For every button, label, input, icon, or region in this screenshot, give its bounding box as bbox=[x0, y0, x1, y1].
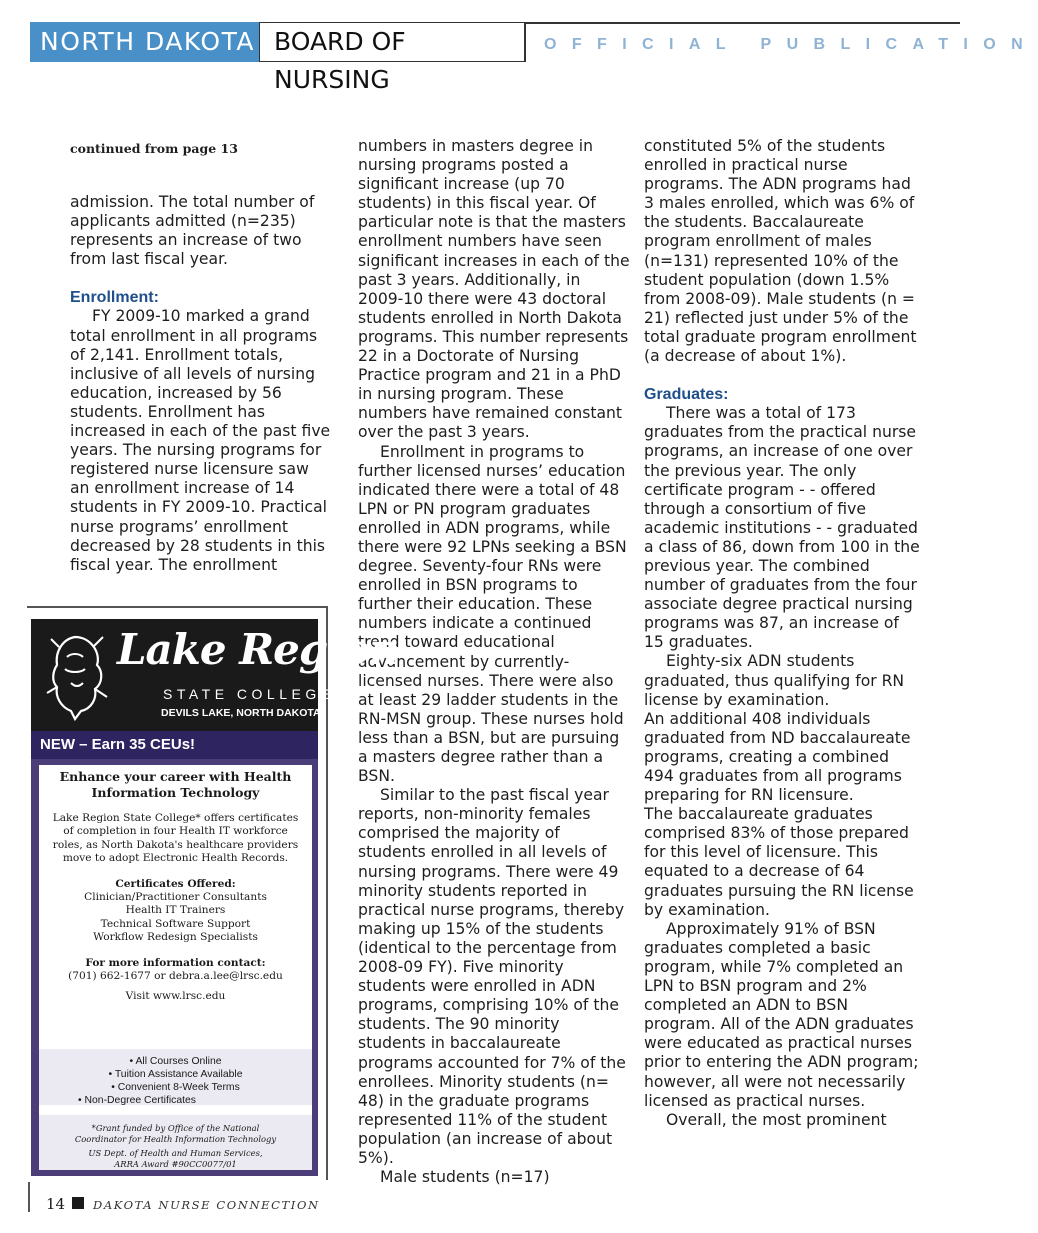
paragraph: Overall, the most prominent bbox=[666, 1110, 887, 1129]
paragraph: There was a total of 173 graduates from the practical nurse programs, an increase of one over the previous year. The only certificate program - - offered through a consortium of five academic institutions - - graduated a class of 86, down from 100 in the previous year. The combined number of graduates from the four associate degree practical nursing programs was 87, an increase of 15 graduates. bbox=[644, 404, 920, 652]
ad-website: Visit www.lrsc.edu bbox=[125, 990, 226, 1003]
ad-feature-item: • Convenient 8-Week Terms bbox=[111, 1082, 240, 1093]
ad-headline: Enhance your career with Health bbox=[59, 769, 292, 784]
paragraph: Male students (n=17) bbox=[380, 1168, 550, 1187]
article-column-1 bbox=[70, 137, 332, 575]
lake-region-ad bbox=[31, 619, 399, 1176]
lion-mascot-icon bbox=[45, 627, 115, 722]
page-number: 14 bbox=[46, 1195, 66, 1213]
graduates-heading: Graduates: bbox=[644, 386, 729, 404]
ad-features-list bbox=[39, 1049, 312, 1105]
ad-banner: NEW – Earn 35 CEUs! bbox=[31, 731, 318, 759]
ad-cert-item: Technical Software Support bbox=[100, 917, 251, 930]
paragraph: Enrollment in programs to further licensed nurses’ education indicated there were a total of 48 LPN or PN program graduates enrolled in ADN programs, while there were 92 LPNs seeking a BSN degree. Seventy-four RNs were enrolled in BSN programs to further their education. These numbers indicate a continued trend toward educational advancement by currently-licensed nurses. There were also at least 29 ladder students in the RN-MSN group. These nurses hold less than a BSN, but are pursuing a masters degree rather than a BSN. bbox=[358, 442, 627, 786]
paragraph: The baccalaureate graduates comprised 83% of those prepared for this level of licensure. This equated to a decrease of 64 graduates pursuing the RN license by examination. bbox=[644, 805, 914, 919]
paragraph: numbers in masters degree in nursing programs posted a significant increase (up 70 students) in this fiscal year. Of particular note is that the masters enrollment numbers have seen significant increases in each of the past 3 years. Additionally, in 2009-10 there were 43 doctoral students enrolled in North Dakota programs. This number represents 22 in a Doctorate of Nursing Practice program and 21 in a PhD in nursing program. These numbers have remained constant over the past 3 years. bbox=[358, 137, 630, 442]
article-column-3 bbox=[644, 137, 920, 1130]
paragraph: An additional 408 individuals graduated from ND baccalaureate programs, creating a combined 494 graduates from all programs preparing for RN licensure. bbox=[644, 709, 911, 805]
ad-college-name: Lake Region bbox=[117, 625, 399, 674]
ad-contact: (701) 662-1677 or debra.a.lee@lrsc.edu bbox=[68, 970, 283, 983]
ad-certs-heading: Certificates Offered: bbox=[115, 877, 236, 890]
ad-cert-item: Workflow Redesign Specialists bbox=[93, 931, 258, 944]
paragraph: Approximately 91% of BSN graduates completed a basic program, while 7% completed an LPN to BSN program and 2% completed an ADN to BSN program. All of the ADN graduates were educated as practical nurses prior to entering the ADN program; however, all were not necessarily licensed as practical nurses. bbox=[644, 919, 919, 1110]
ad-body bbox=[39, 765, 312, 1170]
ad-cert-item: Clinician/Practitioner Consultants bbox=[84, 891, 267, 904]
ad-location: DEVILS LAKE, NORTH DAKOTA bbox=[161, 707, 321, 719]
ad-feature-item: • Non-Degree Certificates bbox=[78, 1095, 196, 1106]
board-title: BOARD OF NURSING bbox=[259, 22, 525, 62]
enrollment-heading: Enrollment: bbox=[70, 289, 159, 307]
ad-award-note: US Dept. of Health and Human Services, ARRA Award #90CC0077/01 bbox=[88, 1148, 263, 1169]
ad-cert-item: Health IT Trainers bbox=[125, 904, 226, 917]
paragraph: admission. The total number of applicants admitted (n=235) represents an increase of two from last fiscal year. bbox=[70, 193, 315, 269]
ad-intro: Lake Region State College* offers certificates of completion in four Health IT workforce roles, as North Dakota's healthcare providers move to adopt Electronic Health Records. bbox=[52, 812, 299, 865]
state-banner: NORTH DAKOTA bbox=[30, 22, 259, 62]
footer-square-icon bbox=[72, 1197, 84, 1209]
header-divider bbox=[524, 22, 526, 62]
ad-frame-rule bbox=[27, 606, 327, 608]
publication-title: DAKOTA NURSE CONNECTION bbox=[93, 1198, 320, 1212]
official-publication-label: OFFICIAL PUBLICATION bbox=[544, 36, 1038, 53]
ad-grant-note: *Grant funded by Office of the National Coordinator for Health Information Technology bbox=[74, 1123, 277, 1144]
ad-feature-item: • All Courses Online bbox=[129, 1056, 222, 1067]
ad-headline: Information Technology bbox=[91, 784, 260, 800]
footer-rule bbox=[28, 1182, 30, 1212]
ad-contact-heading: For more information contact: bbox=[85, 956, 266, 969]
ad-logo-block bbox=[31, 619, 399, 731]
ad-feature-item: • Tuition Assistance Available bbox=[108, 1069, 243, 1080]
paragraph: Eighty-six ADN students graduated, thus qualifying for RN license by examination. bbox=[644, 652, 905, 709]
paragraph: FY 2009-10 marked a grand total enrollment in all programs of 2,141. Enrollment totals, inclusive of all levels of nursing education, increased by 56 students. Enrollment has increased in each of the past five years. The nursing programs for registered nurse licensure saw an enrollment increase of 14 students in FY 2009-10. Practical nurse programs’ enrollment decreased by 28 students in this fiscal year. The enrollment bbox=[70, 307, 331, 574]
paragraph: constituted 5% of the students enrolled in practical nurse programs. The ADN programs had 3 males enrolled, which was 6% of the students. Baccalaureate program enrollment of males (n=131) represented 10% of the student population (down 1.5% from 2008-09). Male students (n = 21) reflected just under 5% of the total graduate program enrollment (a decrease of about 1%). bbox=[644, 137, 917, 366]
ad-footnote bbox=[39, 1115, 312, 1170]
paragraph: Similar to the past fiscal year reports, non-minority females comprised the majority of students enrolled in all levels of nursing programs. There were 49 minority students reported in practical nurse programs, thereby making up 15% of the students (identical to the percentage from 2008-09 FY). Five minority students were enrolled in ADN programs, comprising 10% of the students. The 90 minority students in baccalaureate programs accounted for 7% of the enrollees. Minority students (n= 48) in the graduate programs represented 11% of the student population (an increase of about 5%). bbox=[358, 786, 626, 1167]
continued-note: continued from page 13 bbox=[70, 141, 238, 156]
ad-state-college: STATE COLLEGE bbox=[163, 686, 335, 702]
header-top-rule bbox=[524, 22, 960, 24]
